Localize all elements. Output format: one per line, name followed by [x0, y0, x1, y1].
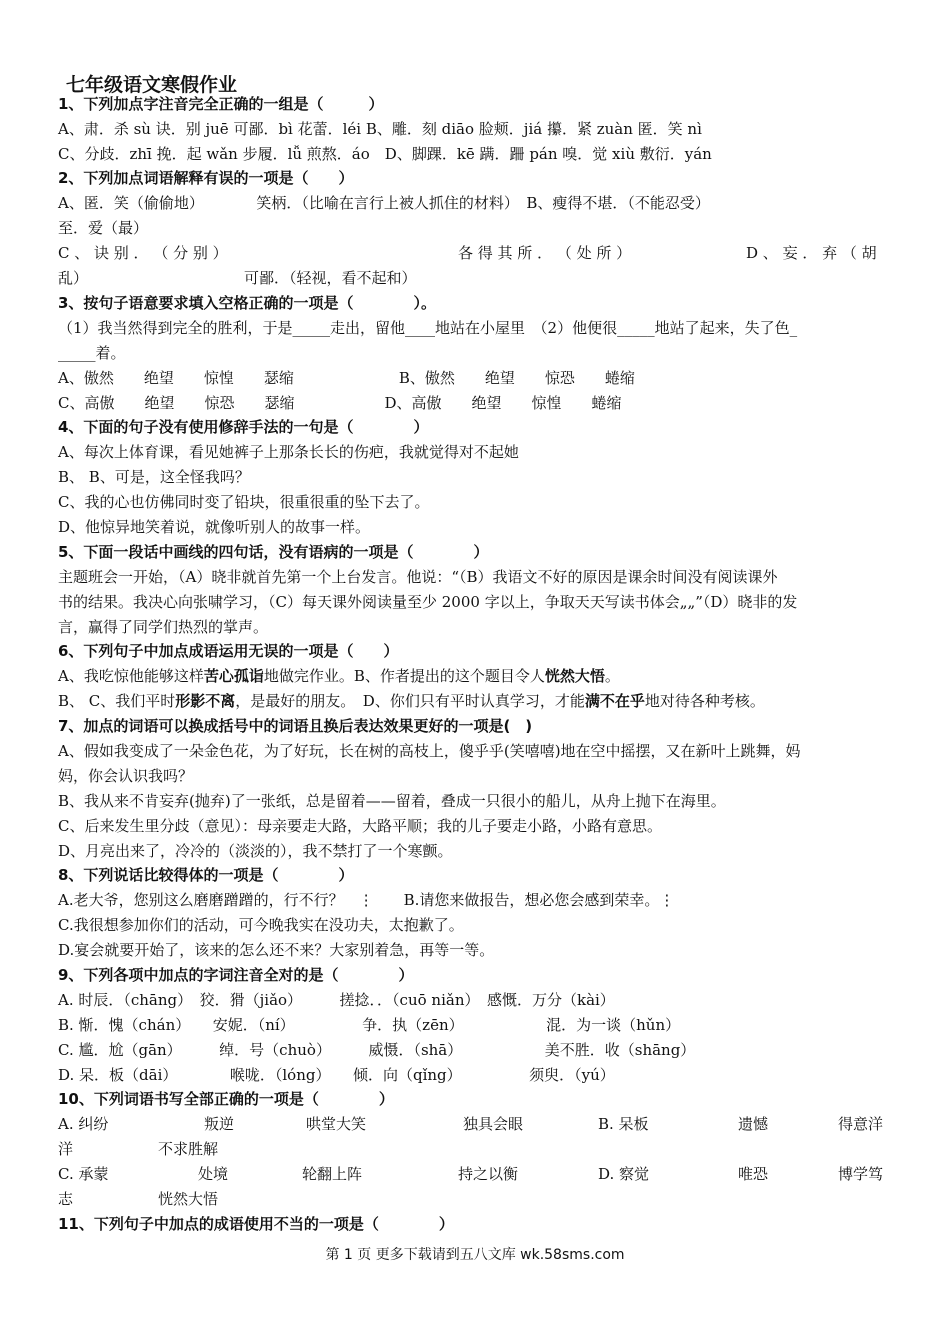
question-2-line-1: A、匿．笑（偷偷地） 笑柄．（比喻在言行上被人抓住的材料） B、瘦得不堪．（不能忍受）: [58, 194, 710, 212]
question-4-stem: 4、下面的句子没有使用修辞手法的一句是（ ）: [58, 418, 429, 436]
question-3-options-ab: A、傲然 绝望 惊惶 瑟缩 B、傲然 绝望 惊恐 蜷缩: [58, 369, 635, 387]
question-1-options-cd: C、分歧．zhī 挽．起 wǎn 步履．lǚ 煎熬．áo D、脚踝．kē 蹒．跚 pán 嗅．觉 xiù 敷衍．yán: [58, 145, 712, 163]
question-10-word: D. 察觉: [598, 1165, 650, 1183]
question-8-option-d: D.宴会就要开始了，该来的怎么还不来？大家别着急，再等一等。: [58, 941, 495, 959]
question-10-word: 遗憾: [738, 1115, 769, 1133]
question-4-option-a: A、每次上体育课，看见她裤子上那条长长的伤疤，我就觉得对不起她: [58, 443, 519, 461]
question-10-word: 持之以衡: [458, 1165, 519, 1183]
question-5-passage-1: 主题班会一开始，（A）晓非就首先第一个上台发言。他说：“（B）我语文不好的原因是课余时间没有阅读课外: [58, 568, 778, 586]
question-10-word: 得意洋: [838, 1115, 884, 1133]
question-10-stem: 10、下列词语书写全部正确的一项是（ ）: [58, 1090, 394, 1108]
question-6-option-b-text: 地做完作业。B、作者提出的这个题目令人: [263, 667, 545, 685]
question-2-option-d: D 、 妄 ． 弃 （ 胡: [746, 244, 877, 262]
question-2-option-d-cont: 乱）: [58, 269, 89, 287]
question-8-option-c: C.我很想参加你们的活动，可今晚我实在没功夫，太抱歉了。: [58, 916, 464, 934]
question-6-option-b-end: 。: [604, 667, 620, 685]
question-10-word: A. 纠纷: [58, 1115, 109, 1133]
question-11-stem: 11、下列句子中加点的成语使用不当的一项是（ ）: [58, 1215, 454, 1233]
question-6-option-c-text: B、 C、我们平时: [58, 692, 176, 710]
question-7-option-b: B、我从来不肯妄弃(抛弃)了一张纸，总是留着——留着，叠成一只很小的船儿，从舟上抛下在海里。: [58, 792, 726, 810]
question-8-stem: 8、下列说话比较得体的一项是（ ）: [58, 866, 354, 884]
question-9-stem: 9、下列各项中加点的字词注音全对的是（ ）: [58, 966, 414, 984]
question-10-word: 独具会眼: [463, 1115, 524, 1133]
question-7-option-a-cont: 妈，你会认识我吗？: [58, 767, 194, 785]
question-4-option-b: B、 B、可是，这全怪我吗？: [58, 468, 250, 486]
question-6-options-cd: [58, 689, 898, 713]
question-6-option-d-end: 地对待各种考核。: [644, 692, 765, 710]
page-footer: 第 1 页 更多下载请到五八文库 wk.58sms.com: [325, 1247, 625, 1263]
question-10-word: 处境: [198, 1165, 229, 1183]
question-10-word: 恍然大悟: [158, 1190, 219, 1208]
question-10-word: C. 承蒙: [58, 1165, 109, 1183]
question-6-options-ab: [58, 664, 898, 688]
question-9-option-b: B. 惭．愧（chán） 安妮．（ní） 争．执（zēn） 混．为一谈（hǔn）: [58, 1016, 681, 1034]
question-3-sentence-2: _____着。: [58, 344, 126, 362]
question-1-stem: 1、下列加点字注音完全正确的一组是（ ）: [58, 95, 384, 113]
question-9-option-a: A. 时辰．（chāng） 狡．猾（jiǎo） 搓捻．．（cuō niǎn） 感慨．万分（kài）: [58, 991, 615, 1009]
question-5-passage-3: 言，赢得了同学们热烈的掌声。: [58, 618, 269, 636]
question-5-passage-2: 书的结果。我决心向张啸学习，（C）每天课外阅读量至少 2000 字以上，争取天天写读书体会„„”（D）晓非的发: [58, 593, 798, 611]
question-6-option-a-text: A、我吃惊他能够这样: [58, 667, 204, 685]
question-10-word: 不求胜解: [158, 1140, 219, 1158]
question-3-sentence-1: （1）我当然得到完全的胜利，于是_____走出，留他____地站在小屋里 （2）他便很_____地站了起来，失了色_: [58, 319, 798, 337]
question-2-line-3: [58, 241, 898, 265]
question-7-option-a: A、假如我变成了一朵金色花，为了好玩，长在树的高枝上，傻乎乎(笑嘻嘻)地在空中摇摆，又在新叶上跳舞，妈: [58, 742, 801, 760]
question-6-idiom-a: 苦心孤诣: [203, 667, 264, 685]
question-10-word: 博学笃: [838, 1165, 884, 1183]
question-6-idiom-d: 满不在乎: [584, 692, 645, 710]
question-6-option-d-text: ，是最好的朋友。 D、你们只有平时认真学习，才能: [235, 692, 585, 710]
question-7-option-d: D、月亮出来了，冷冷的（淡淡的），我不禁打了一个寒颤。: [58, 842, 453, 860]
document-title: 七年级语文寒假作业: [66, 74, 238, 96]
question-7-option-c: C、后来发生里分歧（意见）：母亲要走大路，大路平顺；我的儿子要走小路，小路有意思。: [58, 817, 662, 835]
question-10-word: 哄堂大笑: [306, 1115, 367, 1133]
question-10-word: 洋: [58, 1140, 74, 1158]
question-6-stem: 6、下列句子中加点成语运用无误的一项是（ ）: [58, 642, 399, 660]
question-8-options-ab: A.老大爷，您别这么磨磨蹭蹭的，行不行？ ⋮ B.请您来做报告，想必您会感到荣幸。⋮: [58, 891, 675, 909]
question-3-stem: 3、按句子语意要求填入空格正确的一项是（ ）。: [58, 294, 436, 312]
question-2-line-4: [58, 266, 898, 290]
question-5-stem: 5、下面一段话中画线的四句话，没有语病的一项是（ ）: [58, 543, 489, 561]
question-10-word: 叛逆: [204, 1115, 235, 1133]
question-2-option-d-part2: 可鄙．（轻视，看不起和）: [244, 269, 417, 287]
question-1-options-ab: A、肃．杀 sù 诀．别 juē 可鄙．bì 花蕾．léi B、雕．刻 diāo 脸颊．jiá 攥．紧 zuàn 匿．笑 nì: [58, 120, 702, 138]
question-2-stem: 2、下列加点词语解释有误的一项是（ ）: [58, 169, 354, 187]
question-6-idiom-b: 恍然大悟: [544, 667, 605, 685]
question-10-word: 志: [58, 1190, 74, 1208]
question-6-idiom-c: 形影不离: [175, 692, 236, 710]
question-9-option-d: D. 呆．板（dāi） 喉咙．（lóng） 倾．向（qǐng） 须臾．（yú）: [58, 1066, 615, 1084]
question-3-options-cd: C、高傲 绝望 惊恐 瑟缩 D、高傲 绝望 惊惶 蜷缩: [58, 394, 622, 412]
question-9-option-c: C. 尴．尬（gān） 绰．号（chuò） 威慑．（shā） 美不胜．收（shāng）: [58, 1041, 696, 1059]
question-2-line-2: 至．爱（最）: [58, 219, 149, 237]
question-7-stem: 7、加点的词语可以换成括号中的词语且换后表达效果更好的一项是( ): [58, 717, 533, 735]
question-10-word: 唯恐: [738, 1165, 769, 1183]
question-2-option-c: C 、 诀 别 ． （ 分 别 ）: [58, 244, 228, 262]
question-10-word: 轮翻上阵: [302, 1165, 363, 1183]
question-10-word: B. 呆板: [598, 1115, 649, 1133]
question-4-option-d: D、他惊异地笑着说，就像听别人的故事一样。: [58, 518, 371, 536]
question-2-option-c-part2: 各 得 其 所 ． （ 处 所 ）: [458, 244, 632, 262]
question-4-option-c: C、我的心也仿佛同时变了铅块，很重很重的坠下去了。: [58, 493, 430, 511]
